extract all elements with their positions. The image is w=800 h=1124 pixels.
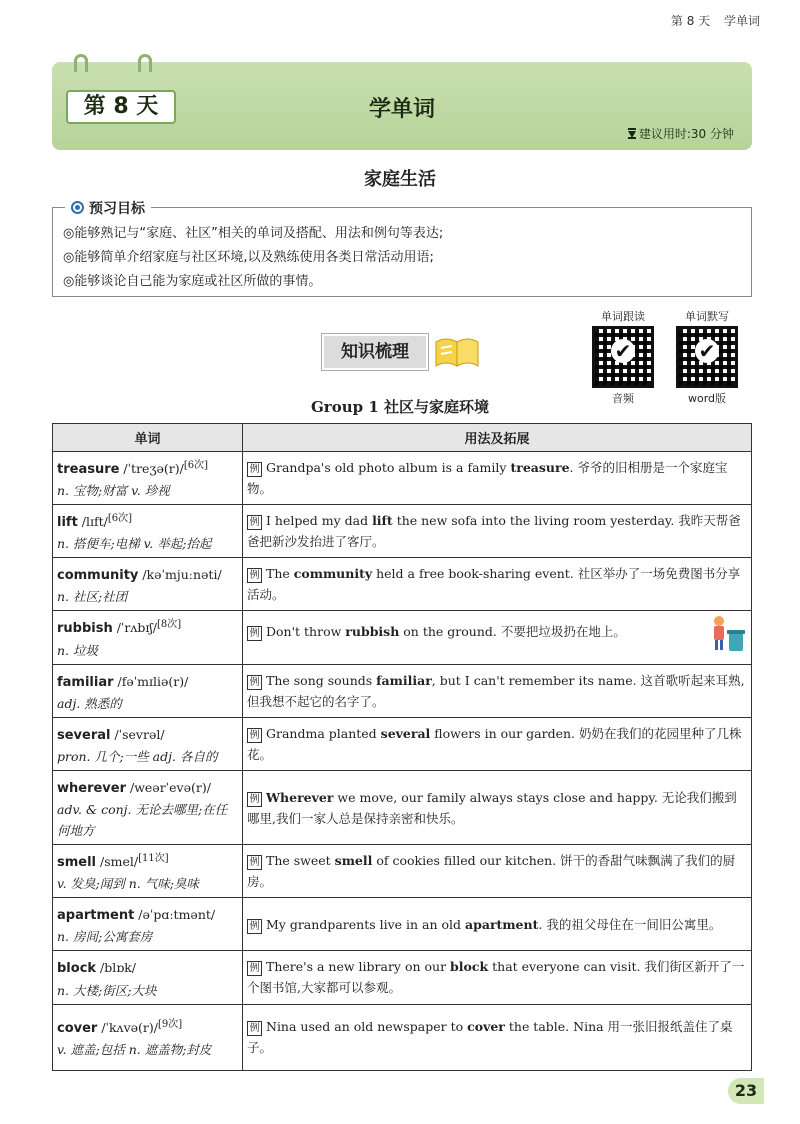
time-note-text: 建议用时:30 分钟 — [638, 127, 734, 141]
example-keyword: smell — [334, 853, 373, 869]
usage-cell — [243, 452, 752, 505]
word-headword: block — [57, 961, 97, 977]
word-headword: community — [57, 568, 139, 584]
example-post: of cookies filled our kitchen. 饼干的香甜气味飘满了我们的厨房。 — [247, 853, 736, 890]
qr-word[interactable] — [672, 308, 742, 406]
example-post: held a free book-sharing event. 社区举办了一场免费图书分享活动。 — [247, 566, 741, 603]
word-phonetic: /kəˈmjuːnəti/ — [138, 567, 222, 583]
word-headword: treasure — [57, 462, 120, 478]
example-mark-icon: 例 — [247, 792, 262, 807]
example-mark-icon: 例 — [247, 515, 262, 530]
word-phonetic: /smel/ — [96, 854, 139, 870]
hourglass-icon — [628, 128, 636, 139]
qr-code-icon[interactable] — [592, 326, 654, 388]
example-mark-icon: 例 — [247, 626, 262, 641]
section-title: 家庭生活 — [364, 169, 436, 190]
example-keyword: block — [450, 959, 489, 975]
word-phonetic: /weərˈevə(r)/ — [126, 780, 211, 796]
header-word: 单词 — [53, 424, 243, 452]
word-cell — [53, 717, 243, 770]
table-row — [53, 770, 752, 844]
word-cell — [53, 770, 243, 844]
goal-item: ◎能够简单介绍家庭与社区环境,以及熟练使用各类日常活动用语; — [63, 250, 434, 265]
word-cell — [53, 845, 243, 898]
word-definition: n. 搭便车;电梯 v. 举起;抬起 — [57, 536, 212, 552]
banner-title: 学单词 — [368, 97, 435, 122]
example-mark-icon: 例 — [247, 919, 262, 934]
word-definition: adv. & conj. 无论去哪里;在任何地方 — [57, 802, 228, 839]
page-number: 23 — [728, 1078, 764, 1104]
example-post: the new sofa into the living room yesterday. 我昨天帮爸爸把新沙发抬进了客厅。 — [247, 513, 741, 550]
word-cell — [53, 898, 243, 951]
usage-cell — [243, 770, 752, 844]
header-usage: 用法及拓展 — [243, 424, 752, 452]
day-label: 第 8 天 — [66, 90, 176, 124]
example-keyword: apartment — [465, 916, 539, 932]
example-keyword: familiar — [376, 672, 432, 688]
usage-cell — [243, 505, 752, 558]
example-mark-icon: 例 — [247, 675, 262, 690]
word-phonetic: /blɒk/ — [96, 960, 137, 976]
word-cell — [53, 611, 243, 664]
example-mark-icon: 例 — [247, 961, 262, 976]
example-mark-icon: 例 — [247, 568, 262, 583]
table-row — [53, 452, 752, 505]
word-frequency: [8次] — [157, 619, 182, 631]
book-icon — [432, 334, 482, 370]
word-phonetic: /ˈsevrəl/ — [110, 726, 165, 742]
example-post: that everyone can visit. 我们街区新开了一个图书馆,大家都可以参观。 — [247, 959, 745, 996]
word-frequency: [6次] — [183, 460, 209, 471]
goal-item: ◎能够熟记与“家庭、社区”相关的单词及搭配、用法和例句等表达; — [63, 226, 444, 241]
word-headword: wherever — [57, 781, 127, 797]
word-definition: n. 宝物;财富 v. 珍视 — [57, 483, 170, 499]
word-headword: rubbish — [57, 621, 113, 637]
table-row — [53, 1004, 752, 1070]
example-post: on the ground. 不要把垃圾扔在地上。 — [399, 623, 626, 639]
example-post: the table. Nina 用一张旧报纸盖住了桌子。 — [247, 1019, 733, 1056]
example-pre: The song sounds — [266, 672, 377, 688]
table-row — [53, 505, 752, 558]
goals-box — [52, 201, 752, 297]
example-keyword: lift — [372, 513, 393, 529]
qr-bottom-label: word版 — [687, 392, 727, 405]
word-headword: several — [57, 727, 111, 743]
word-cell — [53, 452, 243, 505]
example-keyword: cover — [467, 1019, 505, 1035]
binder-ring-icon — [74, 54, 88, 72]
usage-cell — [243, 611, 752, 664]
word-headword: cover — [57, 1021, 98, 1037]
day-banner — [52, 62, 752, 150]
word-phonetic: /ˈrʌbɪʃ/ — [112, 620, 157, 636]
word-phonetic: /fəˈmɪliə(r)/ — [113, 673, 189, 689]
table-header-row — [53, 424, 752, 452]
group-title: Group 1 社区与家庭环境 — [311, 398, 489, 416]
example-keyword: Wherever — [266, 789, 334, 805]
goals-label-text: 预习目标 — [89, 201, 145, 217]
binder-ring-icon — [138, 54, 152, 72]
table-row — [53, 845, 752, 898]
example-pre: Don't throw — [266, 623, 346, 639]
word-definition: pron. 几个;一些 adj. 各自的 — [57, 748, 218, 764]
example-post: . 爷爷的旧相册是一个家庭宝物。 — [247, 460, 728, 497]
example-pre: The — [266, 566, 294, 582]
example-pre: The sweet — [266, 853, 335, 869]
example-mark-icon: 例 — [247, 1021, 262, 1036]
running-head-topic: 学单词 — [723, 14, 760, 28]
knowledge-label: 知识梳理 — [322, 334, 428, 370]
example-post: , but I can't remember its name. 这首歌听起来耳熟,但我想不起它的名字了。 — [247, 672, 745, 709]
goal-item: ◎能够谈论自己能为家庭或社区所做的事情。 — [63, 274, 322, 289]
time-note — [628, 125, 734, 142]
goals-label — [65, 198, 151, 218]
table-row — [53, 664, 752, 717]
word-cell — [53, 505, 243, 558]
qr-bottom-label: 音频 — [612, 392, 634, 405]
example-post: we move, our family always stays close and happy. 无论我们搬到哪里,我们一家人总是保持亲密和快乐。 — [247, 789, 737, 826]
word-cell — [53, 1004, 243, 1070]
example-mark-icon: 例 — [247, 855, 262, 870]
word-phonetic: /əˈpɑːtmənt/ — [134, 907, 216, 923]
example-pre: Nina used an old newspaper to — [266, 1019, 468, 1035]
word-frequency: [9次] — [158, 1018, 183, 1030]
table-row — [53, 951, 752, 1004]
word-frequency: [6次] — [107, 513, 133, 525]
usage-cell — [243, 898, 752, 951]
word-headword: apartment — [57, 908, 135, 924]
word-phonetic: /ˈkʌvə(r)/ — [97, 1020, 159, 1036]
usage-cell — [243, 558, 752, 611]
word-definition: n. 垃圾 — [57, 642, 98, 658]
example-pre: Grandpa's old photo album is a family — [266, 460, 511, 476]
usage-cell — [243, 664, 752, 717]
word-cell — [53, 951, 243, 1004]
table-row — [53, 558, 752, 611]
example-mark-icon: 例 — [247, 728, 262, 743]
word-cell — [53, 558, 243, 611]
word-definition: n. 房间;公寓套房 — [57, 929, 153, 945]
example-post: . 我的祖父母住在一间旧公寓里。 — [538, 916, 722, 932]
example-mark-icon: 例 — [247, 462, 262, 477]
example-pre: There's a new library on our — [266, 959, 451, 975]
table-row — [53, 611, 752, 664]
example-pre: I helped my dad — [266, 513, 373, 529]
example-pre: My grandparents live in an old — [266, 916, 466, 932]
word-headword: familiar — [57, 674, 114, 690]
usage-cell — [243, 717, 752, 770]
target-icon — [71, 201, 84, 214]
table-row — [53, 898, 752, 951]
word-definition: n. 大楼;街区;大块 — [57, 982, 157, 998]
usage-cell — [243, 951, 752, 1004]
vocab-table — [52, 423, 752, 1071]
usage-cell — [243, 845, 752, 898]
qr-top-label: 单词默写 — [685, 310, 729, 323]
word-definition: adj. 熟悉的 — [57, 695, 122, 711]
recycling-kid-icon — [705, 613, 747, 655]
example-keyword: several — [380, 725, 431, 741]
example-keyword: treasure — [510, 460, 570, 476]
word-definition: v. 遮盖;包括 n. 遮盖物;封皮 — [57, 1042, 212, 1058]
word-definition: n. 社区;社团 — [57, 589, 128, 605]
running-head-day: 第 8 天 — [670, 14, 711, 28]
word-headword: lift — [57, 515, 78, 531]
example-keyword: rubbish — [345, 623, 400, 639]
example-post: flowers in our garden. 奶奶在我们的花园里种了几株花。 — [247, 725, 742, 762]
example-pre: Grandma planted — [266, 725, 381, 741]
word-phonetic: /lɪft/ — [77, 514, 108, 530]
qr-top-label: 单词跟读 — [601, 310, 645, 323]
vocab-body — [53, 452, 752, 1071]
word-cell — [53, 664, 243, 717]
word-phonetic: /ˈtreʒə(r)/ — [119, 461, 184, 477]
qr-audio[interactable] — [588, 308, 658, 406]
word-headword: smell — [57, 855, 97, 871]
running-head — [671, 12, 760, 29]
example-keyword: community — [293, 566, 373, 582]
qr-code-icon[interactable] — [676, 326, 738, 388]
word-frequency: [11次] — [138, 853, 169, 865]
usage-cell — [243, 1004, 752, 1070]
table-row — [53, 717, 752, 770]
goals-list — [53, 208, 751, 294]
word-definition: v. 发臭;闻到 n. 气味;臭味 — [57, 876, 199, 892]
